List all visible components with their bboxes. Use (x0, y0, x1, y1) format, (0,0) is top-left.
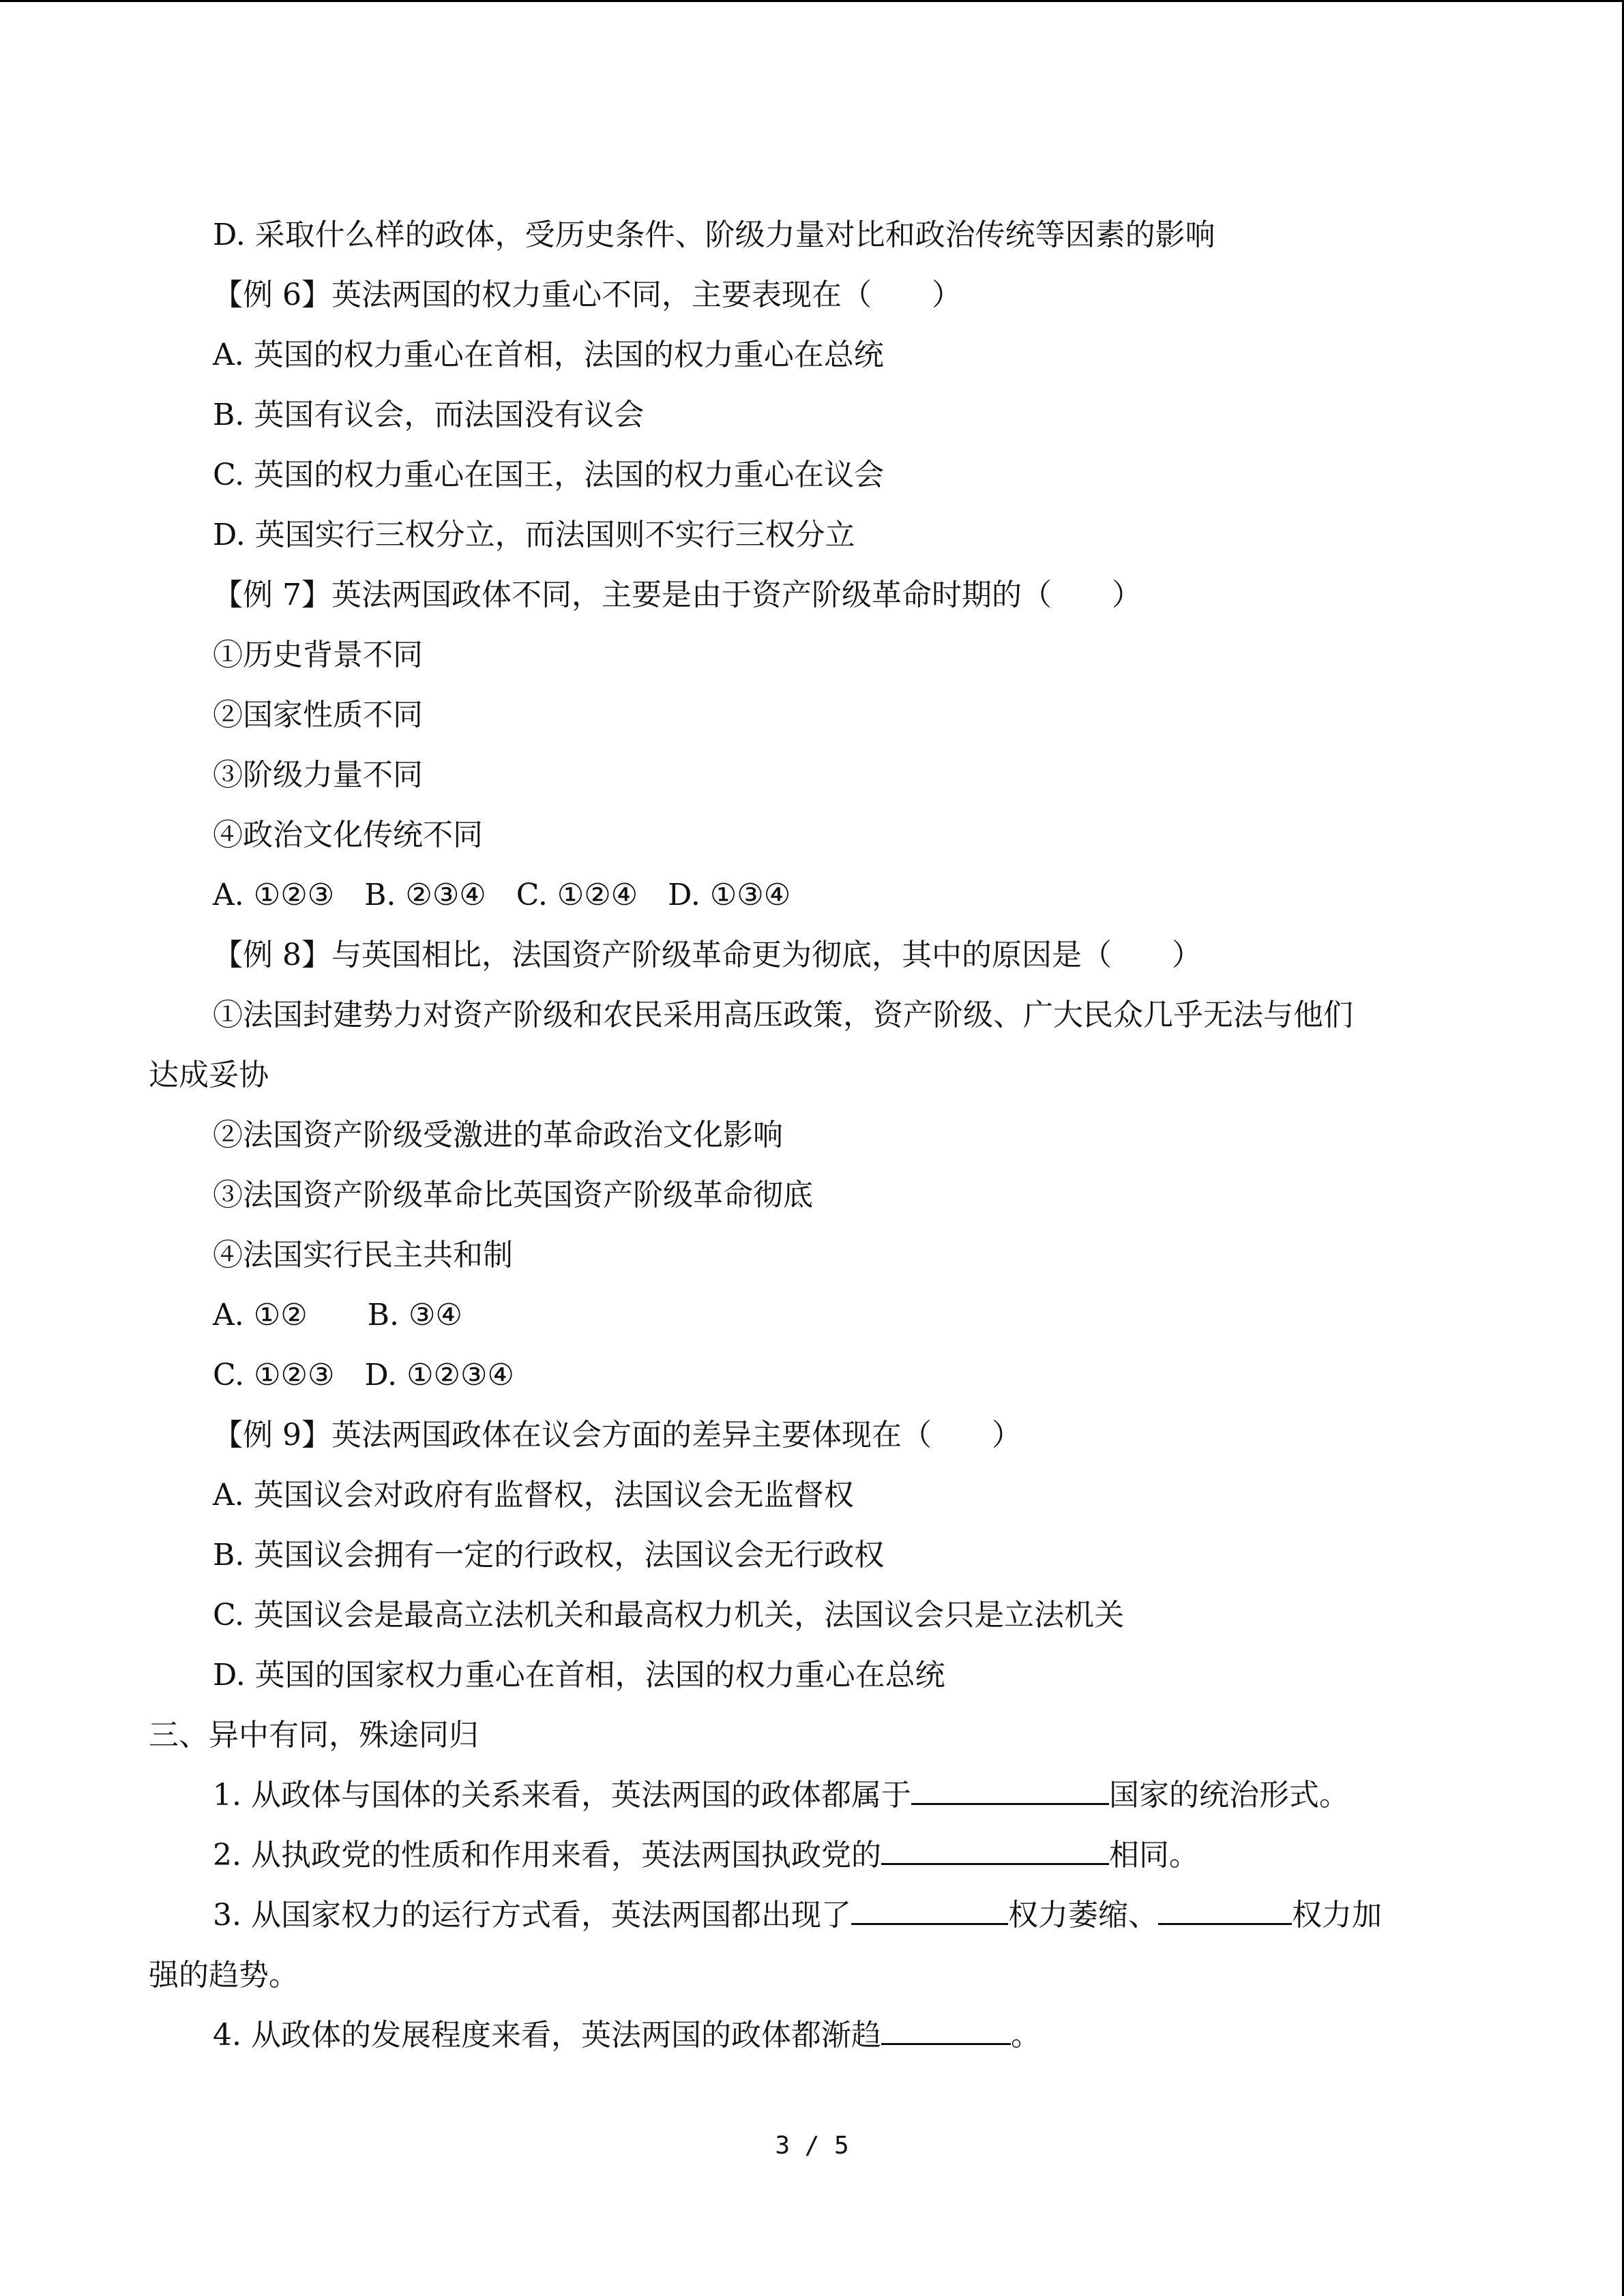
fill-question-2-text: 2. 从执政党的性质和作用来看，英法两国执政党的 (213, 1838, 881, 1873)
statement-2-ex7: ②国家性质不同 (213, 698, 423, 732)
fill-question-1-text: 1. 从政体与国体的关系来看，英法两国的政体都属于 (213, 1778, 911, 1813)
fill-question-3 (213, 1895, 1382, 1936)
option-b-ex6: B. 英国有议会，而法国没有议会 (213, 398, 645, 432)
option-d-ex5: D. 采取什么样的政体，受历史条件、阶级力量对比和政治传统等因素的影响 (213, 218, 1215, 252)
page-number: 3 / 5 (775, 2132, 849, 2160)
answer-blank-3b[interactable] (1158, 1896, 1292, 1925)
fill-question-2 (213, 1835, 1199, 1876)
example-6-question: 【例 6】英法两国的权力重心不同，主要表现在（ ） (213, 278, 962, 312)
answer-blank-2[interactable] (881, 1836, 1109, 1865)
option-c-ex9: C. 英国议会是最高立法机关和最高权力机关，法国议会只是立法机关 (213, 1598, 1125, 1632)
fill-question-3-text-end: 权力加 (1291, 1898, 1382, 1933)
options-ex7: A. ①②③ B. ②③④ C. ①②④ D. ①③④ (213, 878, 791, 912)
statement-3-ex8: ③法国资产阶级革命比英国资产阶级革命彻底 (213, 1178, 813, 1212)
fill-question-3-continued: 强的趋势。 (149, 1958, 299, 1993)
fill-question-1-text-end: 国家的统治形式。 (1108, 1778, 1349, 1813)
options-cd-ex8: C. ①②③ D. ①②③④ (213, 1358, 514, 1392)
statement-4-ex8: ④法国实行民主共和制 (213, 1238, 513, 1272)
option-a-ex9: A. 英国议会对政府有监督权，法国议会无监督权 (213, 1478, 854, 1512)
options-ab-ex8: A. ①② B. ③④ (213, 1298, 462, 1332)
fill-question-4-text-end: 。 (1010, 2018, 1041, 2053)
fill-question-2-text-end: 相同。 (1108, 1838, 1199, 1873)
statement-3-ex7: ③阶级力量不同 (213, 758, 423, 792)
option-a-ex6: A. 英国的权力重心在首相，法国的权力重心在总统 (213, 338, 884, 372)
example-9-question: 【例 9】英法两国政体在议会方面的差异主要体现在（ ） (213, 1418, 1022, 1452)
fill-question-1 (213, 1775, 1349, 1816)
statement-1-ex8: ①法国封建势力对资产阶级和农民采用高压政策，资产阶级、广大民众几乎无法与他们 (213, 998, 1353, 1032)
option-c-ex6: C. 英国的权力重心在国王，法国的权力重心在议会 (213, 458, 885, 492)
answer-blank-1[interactable] (911, 1776, 1109, 1805)
fill-question-3-text-mid: 权力萎缩、 (1007, 1898, 1158, 1933)
example-7-question: 【例 7】英法两国政体不同，主要是由于资产阶级革命时期的（ ） (213, 578, 1142, 612)
section-3-heading: 三、异中有同，殊途同归 (149, 1718, 479, 1753)
statement-1-ex8-continued: 达成妥协 (149, 1058, 269, 1092)
statement-4-ex7: ④政治文化传统不同 (213, 818, 483, 852)
fill-question-3-text: 3. 从国家权力的运行方式看，英法两国都出现了 (213, 1898, 851, 1933)
statement-1-ex7: ①历史背景不同 (213, 638, 423, 672)
option-b-ex9: B. 英国议会拥有一定的行政权，法国议会无行政权 (213, 1538, 885, 1572)
fill-question-4-text: 4. 从政体的发展程度来看，英法两国的政体都渐趋 (213, 2018, 881, 2053)
option-d-ex6: D. 英国实行三权分立，而法国则不实行三权分立 (213, 518, 855, 552)
example-8-question: 【例 8】与英国相比，法国资产阶级革命更为彻底，其中的原因是（ ） (213, 938, 1202, 972)
option-d-ex9: D. 英国的国家权力重心在首相，法国的权力重心在总统 (213, 1658, 945, 1693)
fill-question-4 (213, 2015, 1041, 2056)
answer-blank-4[interactable] (881, 2016, 1011, 2045)
page-top-border (0, 0, 1624, 2)
statement-2-ex8: ②法国资产阶级受激进的革命政治文化影响 (213, 1118, 783, 1152)
answer-blank-3a[interactable] (851, 1896, 1008, 1925)
